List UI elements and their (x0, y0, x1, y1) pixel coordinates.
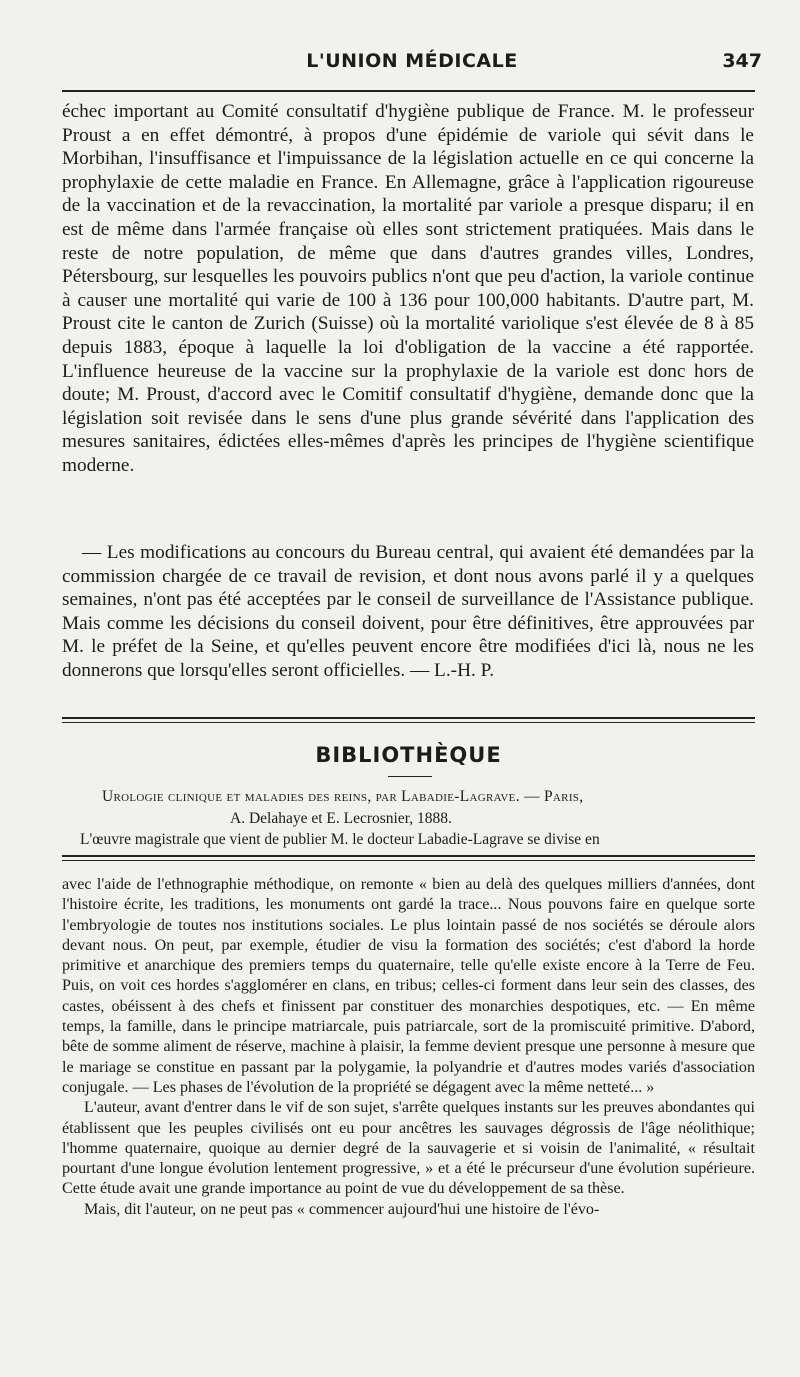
reference-title: Urologie clinique et maladies des reins (102, 788, 368, 805)
page-join-rule (62, 855, 755, 861)
bibliography-entry (62, 786, 755, 851)
review-paragraph-2: L'auteur, avant d'entrer dans le vif de son sujet, s'arrête quelques instants sur les preuves abondantes qui établissent que les peuples civilisés ont eu pour ancêtres les sauvages dégrossis de l'âge néolithique; l'homme quaternaire, quoique au dernier degré de la sauvagerie et si voisin de l'animalité, « résultait pourtant d'une longue évolution lentement progressive, » et a été le précurseur d'une évolution supérieure. Cette étude avait une grande importance au point de vue du développement de sa thèse. (62, 1099, 755, 1198)
paragraph-text: échec important au Comité consultatif d'hygiène publique de France. M. le professeur Proust a en effet démontré, à propos d'une épidémie de variole qui sévit dans le Morbihan, l'insuffisance et l'impuissance de la législation actuelle en ce qui concerne la prophylaxie de cette maladie en France. En Allemagne, grâce à l'application rigoureuse de la vaccination et de la revaccination, la mortalité par variole a presque disparu; il en est de même dans l'armée française où elles sont strictement pratiquées. Mais dans le reste de notre population, de même que dans d'autres grandes villes, Londres, Pétersbourg, sur lesquelles les pouvoirs publics n'ont que peu d'action, la variole continue à causer une mortalité qui varie de 100 à 136 pour 100,000 habitants. D'autre part, M. Proust cite le canton de Zurich (Suisse) où la mortalité variolique s'est élevée de 8 à 85 depuis 1883, époque à laquelle la loi d'obligation de la vaccine a été rapportée. L'influence heureuse de la vaccine sur la prophylaxie de la variole est donc hors de doute; M. Proust, d'accord avec le Comitif consultatif d'hygiène, demande donc que la législation soit revisée dans le sens d'une plus grande sévérité dans l'application des mesures sanitaires, édictées elles-mêmes d'après les principes de l'hygiène scientifique moderne. (62, 101, 754, 476)
article-paragraph-2 (62, 541, 754, 683)
review-continuation (62, 875, 755, 1220)
title-underline (388, 776, 432, 777)
page-number: 347 (722, 50, 762, 72)
article-paragraph-1 (62, 100, 754, 478)
header-rule (62, 90, 755, 92)
section-divider (62, 717, 755, 723)
reference-publisher: A. Delahaye et E. Lecrosnier, 1888. (230, 809, 452, 827)
section-title: BIBLIOTHÈQUE (315, 743, 502, 767)
review-paragraph-3: Mais, dit l'auteur, on ne peut pas « commencer aujourd'hui une histoire de l'évo- (84, 1200, 600, 1218)
running-header (62, 50, 762, 80)
reference-author: , par Labadie-Lagrave. — Paris, (367, 788, 584, 805)
reference-line (62, 786, 755, 808)
journal-title: L'UNION MÉDICALE (306, 50, 518, 72)
paragraph-text: — Les modifications au concours du Bureau central, qui avaient été demandées par la commission chargée de ce travail de revision, et dont nous avons parlé il y a quelques semaines, n'ont pas été acceptées par le conseil de surveillance de l'Assistance publique. Mais comme les décisions du conseil doivent, pour être définitives, être approuvées par M. le préfet de la Seine, et qu'elles peuvent encore être modifiées d'ici là, nous ne les donnerons que lorsqu'elles seront officielles. — L.-H. P. (62, 542, 754, 681)
review-paragraph-1: avec l'aide de l'ethnographie méthodique, on remonte « bien au delà des quelques milliers d'années, dont l'histoire écrite, les traditions, les monuments ont gardé la trace... Nous pouvons faire en quelque sorte l'embryologie de toutes nos institutions sociales. Le plus lointain passé de nos sociétés se déroule alors devant nous. On peut, par exemple, étudier de visu la formation des sociétés; c'est d'abord la horde primitive et anarchique des premiers temps du quaternaire, telle qu'elle existe encore à la Terre de Feu. Puis, on voit ces hordes s'agglomérer en clans, en tribus; celles-ci forment dans leur sein des classes, des castes, obéissent à des chefs et finissent par constituer des monarchies despotiques, etc. — En même temps, la famille, dans le principe matriarcale, puis patriarcale, sort de la promiscuité primitive. D'abord, bête de somme aliment de réserve, machine à plaisir, la femme devient presque une personne à mesure que le mariage se constitue en passant par la polygamie, la polyandrie et d'autres modes variés d'association conjugale. — Les phases de l'évolution de la propriété se dégagent avec la même netteté... » (62, 876, 755, 1096)
review-lead: L'œuvre magistrale que vient de publier M. le docteur Labadie-Lagrave se divise en (80, 831, 600, 848)
